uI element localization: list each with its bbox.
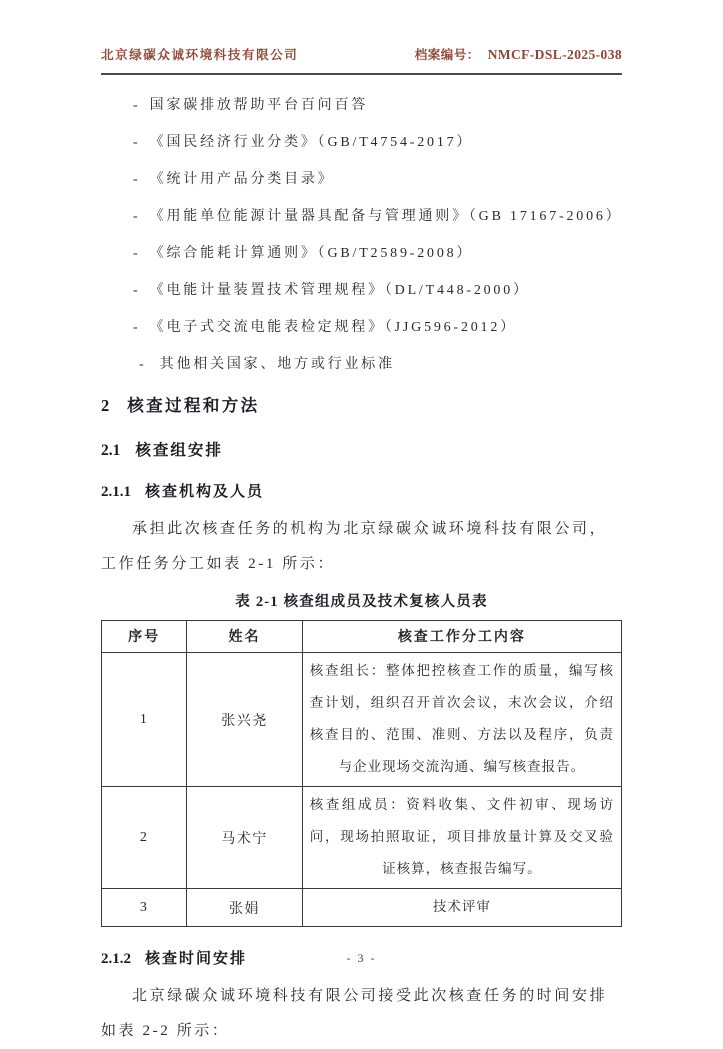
list-dash: -: [133, 172, 138, 187]
list-dash: -: [133, 135, 138, 150]
list-dash: -: [133, 283, 138, 298]
cell-serial: 2: [102, 787, 187, 889]
reference-item: [101, 170, 622, 190]
table-header-row: [102, 621, 622, 653]
section-title: 核查时间安排: [145, 951, 248, 967]
file-number: [415, 45, 622, 63]
cell-duty: 核查组成员：资料收集、文件初审、现场访问，现场拍照取证，项目排放量计算及交叉验证核算，核查报告编写。: [302, 787, 621, 889]
document-header: [101, 45, 622, 75]
cell-name: 张娟: [187, 889, 302, 927]
reference-item: [101, 281, 622, 301]
section-title: 核查组安排: [135, 442, 223, 459]
cell-duty: 核查组长：整体把控核查工作的质量，编写核查计划，组织召开首次会议，末次会议，介绍核查目的、范围、准则、方法以及程序，负责与企业现场交流沟通、编写核查报告。: [302, 653, 621, 787]
reference-item-text: 《统计用产品分类目录》: [149, 172, 335, 187]
section-title: 核查机构及人员: [145, 484, 265, 500]
table-row: [102, 787, 622, 889]
reference-item: [101, 133, 622, 153]
paragraph-line: 如表 2-2 所示：: [101, 1023, 230, 1039]
reference-item: [101, 355, 622, 375]
cell-name: 张兴尧: [187, 653, 302, 787]
cell-name: 马术宁: [187, 787, 302, 889]
file-number-value: NMCF-DSL-2025-038: [487, 47, 622, 62]
reference-item: [101, 244, 622, 264]
list-dash: -: [133, 246, 138, 261]
reference-item-text: 国家碳排放帮助平台百问百答: [149, 98, 369, 113]
col-header-name: 姓名: [187, 621, 302, 653]
list-dash: -: [139, 357, 144, 372]
reference-list: [101, 96, 622, 375]
table-row: [102, 889, 622, 927]
file-number-label: 档案编号：: [414, 48, 480, 62]
col-header-duty: 核查工作分工内容: [302, 621, 621, 653]
reference-item-text: 《用能单位能源计量器具配备与管理通则》（GB 17167-2006）: [149, 209, 623, 224]
section-number: 2.1.2: [101, 951, 131, 967]
paragraph-line: 工作任务分工如表 2-1 所示：: [101, 556, 336, 572]
reference-item: [101, 96, 622, 116]
list-dash: -: [133, 209, 138, 224]
section-heading-2: [101, 392, 622, 416]
section-number: 2.1.1: [101, 484, 131, 500]
paragraph-time-intro: [101, 979, 622, 1049]
paragraph-line: 北京绿碳众诚环境科技有限公司接受此次核查任务的时间安排: [132, 988, 608, 1004]
cell-serial: 1: [102, 653, 187, 787]
reference-item: [101, 318, 622, 338]
section-number: 2.1: [101, 442, 121, 459]
reference-item-text: 《电能计量装置技术管理规程》（DL/T448-2000）: [149, 283, 530, 298]
section-number: 2: [101, 396, 110, 415]
section-heading-2-1-1: [101, 480, 622, 501]
verification-team-table: [101, 620, 622, 927]
list-dash: -: [133, 320, 138, 335]
table-row: [102, 653, 622, 787]
reference-item-text: 《综合能耗计算通则》（GB/T2589-2008）: [149, 246, 474, 261]
cell-serial: 3: [102, 889, 187, 927]
section-heading-2-1: [101, 438, 622, 460]
list-dash: -: [133, 98, 138, 113]
reference-item-text: 其他相关国家、地方或行业标准: [159, 357, 395, 372]
table-caption: 表 2-1 核查组成员及技术复核人员表: [235, 594, 488, 610]
col-header-no: 序号: [102, 621, 187, 653]
cell-duty: 技术评审: [302, 889, 621, 927]
company-name: 北京绿碳众诚环境科技有限公司: [101, 48, 299, 62]
page-number: - 3 -: [346, 951, 377, 965]
reference-item: [101, 207, 622, 227]
reference-item-text: 《国民经济行业分类》（GB/T4754-2017）: [149, 135, 474, 150]
section-title: 核查过程和方法: [127, 396, 260, 415]
reference-item-text: 《电子式交流电能表检定规程》（JJG596-2012）: [149, 320, 517, 335]
paragraph-team-intro: [101, 512, 622, 582]
paragraph-line: 承担此次核查任务的机构为北京绿碳众诚环境科技有限公司，: [132, 521, 608, 537]
